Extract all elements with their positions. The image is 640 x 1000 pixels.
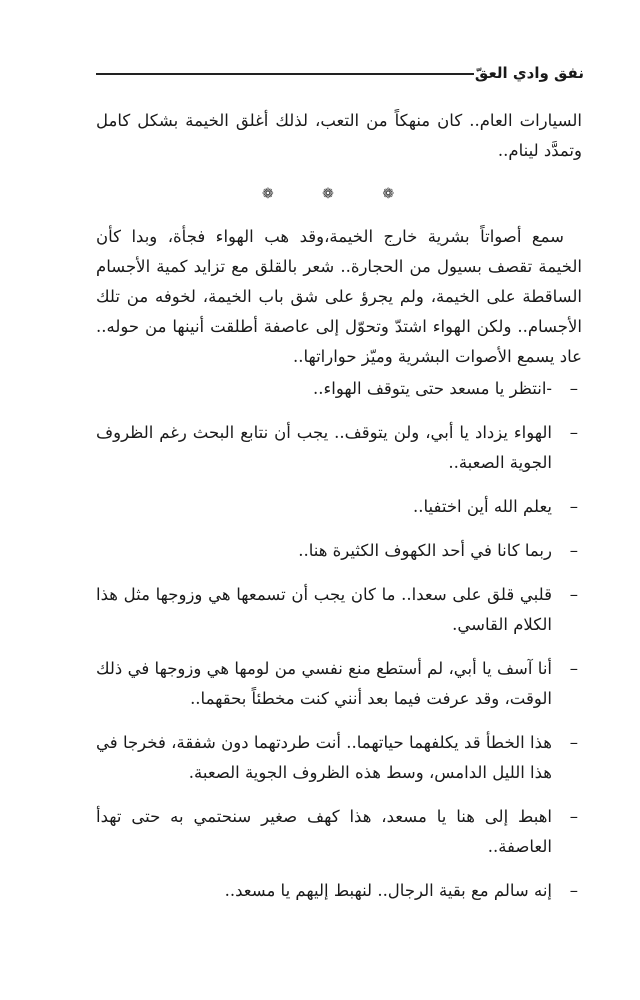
dialogue-dash: –: [569, 497, 578, 516]
dialogue-text: -انتظر يا مسعد حتى يتوقف الهواء..: [313, 379, 552, 398]
dialogue-line: [96, 728, 582, 788]
dialogue-dash: –: [569, 881, 578, 900]
running-header-title: نفق وادي العقّ: [474, 64, 584, 82]
dialogue-dash: –: [569, 423, 578, 442]
dialogue-text: أنا آسف يا أبي، لم أستطع منع نفسي من لومها هي وزوجها في ذلك الوقت، وقد عرفت فيما بعد أنني كنت مخطئاً بحقهما..: [96, 659, 552, 708]
section-separator: ❁ ❁ ❁: [261, 186, 417, 202]
dialogue-line: [96, 802, 582, 862]
dialogue-dash: –: [569, 807, 578, 826]
dialogue-line: [96, 580, 582, 640]
main-paragraph: سمع أصواتاً بشرية خارج الخيمة،وقد هب الهواء فجأة، وبدا كأن الخيمة تقصف بسيول من الحجارة.. شعر بالقلق مع تزايد كمية الأجسام الساقطة على الخيمة، ولم يجرؤ على شق باب الخيمة، لخوفه من تلك الأجسام.. ولكن الهواء اشتدّ وتحوّل إلى عاصفة أطلقت أنينها من حوله.. عاد يسمع الأصوات البشرية وميّز حواراتها..: [96, 227, 582, 366]
dialogue-dash: –: [569, 541, 578, 560]
dialogue-line: [96, 536, 582, 566]
dialogue-text: قلبي قلق على سعدا.. ما كان يجب أن تسمعها هي وزوجها مثل هذا الكلام القاسي.: [96, 585, 552, 634]
dialogue-line: [96, 374, 582, 404]
dialogue-text: اهبط إلى هنا يا مسعد، هذا كهف صغير سنحتمي به حتى تهدأ العاصفة..: [96, 807, 552, 856]
dialogue-line: [96, 492, 582, 522]
dialogue-dash: –: [569, 379, 578, 398]
opening-paragraph: السيارات العام.. كان منهكاً من التعب، لذلك أغلق الخيمة بشكل كامل وتمدَّد لينام..: [96, 111, 582, 160]
dialogue-text: إنه سالم مع بقية الرجال.. لنهبط إليهم يا مسعد..: [224, 881, 552, 900]
dialogue-text: الهواء يزداد يا أبي، ولن يتوقف.. يجب أن نتابع البحث رغم الظروف الجوية الصعبة..: [96, 423, 552, 472]
dialogue-line: [96, 418, 582, 478]
dialogue-dash: –: [569, 659, 578, 678]
dialogue-text: هذا الخطأ قد يكلفهما حياتهما.. أنت طردتهما دون شفقة، فخرجا في هذا الليل الدامس، وسط هذه الظروف الجوية الصعبة.: [96, 733, 552, 782]
page-body: [96, 106, 582, 920]
header-rule: [96, 73, 474, 75]
dialogue-list: [96, 374, 582, 906]
dialogue-text: يعلم الله أين اختفيا..: [413, 497, 552, 516]
dialogue-text: ربما كانا في أحد الكهوف الكثيرة هنا..: [298, 541, 552, 560]
dialogue-line: [96, 654, 582, 714]
dialogue-dash: –: [569, 585, 578, 604]
dialogue-line: [96, 876, 582, 906]
running-header: [96, 60, 584, 90]
dialogue-dash: –: [569, 733, 578, 752]
